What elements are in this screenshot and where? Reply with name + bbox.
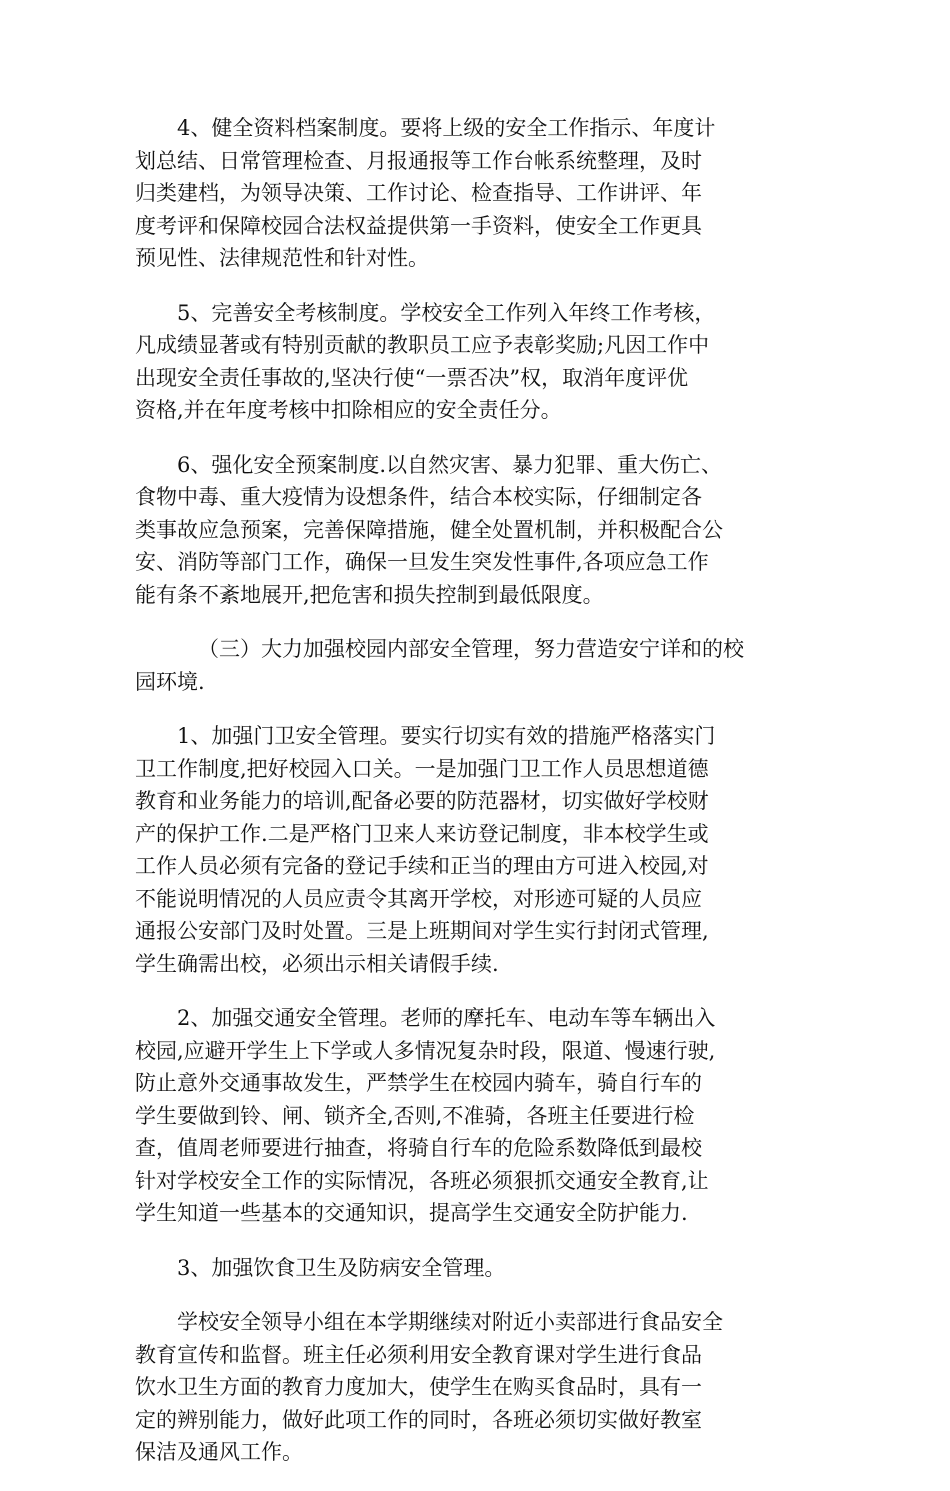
paragraph-emergency-plan: 6、强化安全预案制度.以自然灾害、暴力犯罪、重大伤亡、 食物中毒、重大疫情为设想条件，结合本校实际，仔细制定各 类事故应急预案，完善保障措施，健全处置机制，并积极配合公 安、消防等部门工作，确保一旦发生突发性事件,各项应急工作 能有条不紊地展开,把危害和损失控制到最低限度。: [135, 452, 723, 607]
paragraph-food-hygiene-title: 3、加强饮食卫生及防病安全管理。: [177, 1255, 506, 1280]
paragraph-gate-security: 1、加强门卫安全管理。要实行切实有效的措施严格落实门 卫工作制度,把好校园入口关。一是加强门卫工作人员思想道德 教育和业务能力的培训,配备必要的防范器材，切实做好学校财 产的保护工作.二是严格门卫来人来访登记制度，非本校学生或 工作人员必须有完备的登记手续和正当的理由方可进入校园,对 不能说明情况的人员应责令其离开学校，对形迹可疑的人员应 通报公安部门及时处置。三是上班期间对学生实行封闭式管理, 学生确需出校，必须出示相关请假手续.: [135, 724, 716, 976]
paragraph-archive-system: 4、健全资料档案制度。要将上级的安全工作指示、年度计 划总结、日常管理检查、月报通报等工作台帐系统整理，及时 归类建档，为领导决策、工作讨论、检查指导、工作讲评、年 度考评和保障校园合法权益提供第一手资料，使安全工作更具 预见性、法律规范性和针对性。: [135, 116, 716, 270]
paragraph-assessment-system: 5、完善安全考核制度。学校安全工作列入年终工作考核， 凡成绩显著或有特别贡献的教职员工应予表彰奖励;凡因工作中 出现安全责任事故的,坚决行使“一票否决”权，取消年度评优 资格,并在年度考核中扣除相应的安全责任分。: [135, 300, 716, 422]
paragraph-food-safety: 学校安全领导小组在本学期继续对附近小卖部进行食品安全 教育宣传和监督。班主任必须利用安全教育课对学生进行食品 饮水卫生方面的教育力度加大，使学生在购买食品时，具有一 定的辨别能力，做好此项工作的同时，各班必须切实做好教室 保洁及通风工作。: [135, 1310, 723, 1464]
paragraph-traffic-safety: 2、加强交通安全管理。老师的摩托车、电动车等车辆出入 校园,应避开学生上下学或人多情况复杂时段，限道、慢速行驶, 防止意外交通事故发生，严禁学生在校园内骑车，骑自行车的 学生要做到铃、闸、锁齐全,否则,不准骑，各班主任要进行检 查，值周老师要进行抽查，将骑自行车的危险系数降低到最校 针对学校安全工作的实际情况，各班必须狠抓交通安全教育,让 学生知道一些基本的交通知识，提高学生交通安全防护能力.: [135, 1006, 716, 1225]
section-heading-campus-safety: （三）大力加强校园内部安全管理，努力营造安宁详和的校 园环境.: [135, 637, 744, 694]
document-page: [135, 112, 815, 1491]
